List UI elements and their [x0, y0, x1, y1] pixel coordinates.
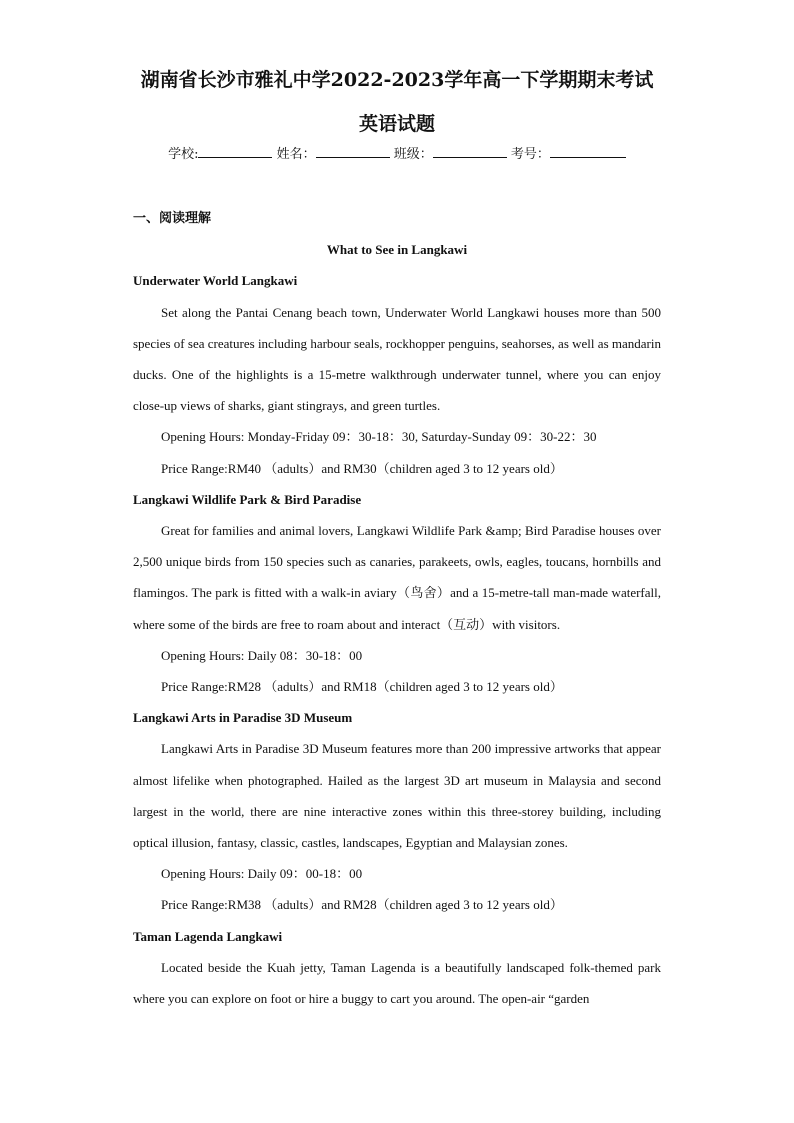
price-range: Price Range:RM38 （adults）and RM28（children aged 3 to 12 years old） — [161, 897, 563, 913]
number-label: 考号： — [510, 147, 550, 162]
attraction-name: Langkawi Arts in Paradise 3D Museum — [133, 710, 353, 726]
section-heading: 一、阅读理解 — [133, 211, 212, 226]
attraction-name: Langkawi Wildlife Park & Bird Paradise — [133, 491, 362, 507]
price-range: Price Range:RM28 （adults）and RM18（children aged 3 to 12 years old） — [161, 679, 563, 695]
exam-title: 湖南省长沙市雅礼中学2022-2023学年高一下学期期末考试 — [140, 69, 654, 91]
student-info-line — [0, 143, 794, 165]
attraction-name: Taman Lagenda Langkawi — [133, 928, 283, 944]
school-label: 学校: — [168, 147, 199, 162]
price-range: Price Range:RM40 （adults）and RM30（children aged 3 to 12 years old） — [161, 460, 563, 476]
attraction-description: Located beside the Kuah jetty, Taman Lagenda is a beautifully landscaped folk-themed park where you can explore on foot or hire a buggy to cart you around. The open-air “garden — [133, 959, 661, 1007]
attraction-name: Underwater World Langkawi — [133, 273, 298, 289]
passage-title: What to See in Langkawi — [326, 242, 468, 258]
number-blank[interactable] — [550, 143, 626, 158]
exam-subtitle: 英语试题 — [358, 113, 435, 135]
reading-section — [133, 203, 661, 1014]
name-label: 姓名： — [276, 147, 316, 162]
school-blank[interactable] — [198, 143, 272, 158]
class-blank[interactable] — [433, 143, 507, 158]
opening-hours: Opening Hours: Daily 08：30-18：00 — [161, 647, 363, 663]
attraction-description: Langkawi Arts in Paradise 3D Museum features more than 200 impressive artworks that appear almost lifelike when photographed. Hailed as the largest 3D art museum in Malaysia and second largest in the world, there are nine interactive zones within this three-storey building, including optical illusion, fantasy, classic, castles, landscapes, Egyptian and Malaysian zones. — [133, 741, 661, 851]
attraction-description: Great for families and animal lovers, Langkawi Wildlife Park &amp; Bird Paradise houses over 2,500 unique birds from 150 species such as canaries, parakeets, owls, eagles, toucans, hornbills and flamingos. The park is fitted with a walk-in aviary（鸟舍）and a 15-metre-tall man-made waterfall, where some of the birds are free to roam about and interact（互动）with visitors. — [133, 523, 661, 632]
opening-hours: Opening Hours: Monday-Friday 09：30-18：30, Saturday-Sunday 09：30-22：30 — [161, 429, 597, 445]
name-blank[interactable] — [316, 143, 390, 158]
class-label: 班级： — [393, 147, 433, 162]
opening-hours: Opening Hours: Daily 09：00-18：00 — [161, 866, 363, 882]
attraction-description: Set along the Pantai Cenang beach town, Underwater World Langkawi houses more than 500 species of sea creatures including harbour seals, rockhopper penguins, seahorses, as well as mandarin ducks. One of the highlights is a 15-metre walkthrough underwater tunnel, where you can enjoy close-up views of sharks, giant stingrays, and green turtles. — [133, 304, 661, 414]
